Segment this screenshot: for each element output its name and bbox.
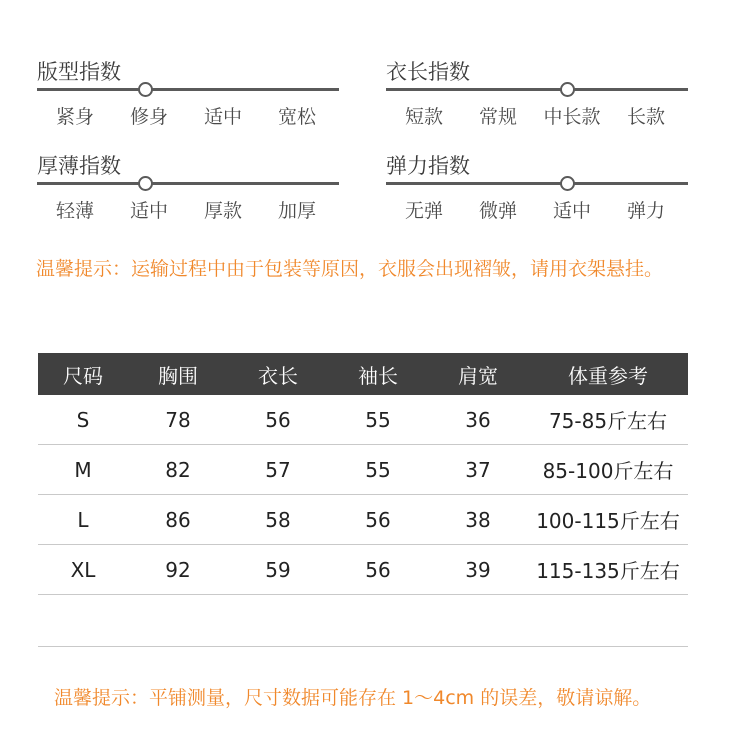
table-cell: 59 <box>228 545 328 595</box>
index-elasticity-track <box>386 182 688 185</box>
table-cell: 57 <box>228 445 328 495</box>
table-cell: XL <box>38 545 128 595</box>
table-cell: 115-135斤左右 <box>528 545 688 595</box>
table-cell: 56 <box>228 395 328 445</box>
index-length-option: 长款 <box>626 106 665 128</box>
table-cell: 75-85斤左右 <box>528 395 688 445</box>
index-elasticity-options <box>386 196 688 222</box>
index-length-marker <box>560 82 575 97</box>
divider <box>38 646 688 647</box>
table-cell: 55 <box>328 445 428 495</box>
measurement-tip: 温馨提示：平铺测量，尺寸数据可能存在 1～4cm 的误差，敬请谅解。 <box>54 687 652 709</box>
index-fit-track <box>37 88 339 91</box>
table-cell: 78 <box>128 395 228 445</box>
size-table <box>38 353 688 595</box>
index-length-options <box>386 102 688 128</box>
header-size: 尺码 <box>38 353 128 395</box>
index-elasticity-title: 弹力指数 <box>386 154 470 178</box>
index-fit-marker <box>138 82 153 97</box>
index-thickness-marker <box>138 176 153 191</box>
index-fit-option: 适中 <box>203 106 242 128</box>
header-sleeve: 袖长 <box>328 353 428 395</box>
table-row <box>38 495 688 545</box>
index-elasticity-option: 适中 <box>552 200 591 222</box>
table-cell: S <box>38 395 128 445</box>
index-elasticity-option: 微弹 <box>478 200 517 222</box>
index-fit-option: 修身 <box>129 106 168 128</box>
table-header-row <box>38 353 688 395</box>
index-thickness-title: 厚薄指数 <box>37 154 121 178</box>
index-thickness-option: 加厚 <box>277 200 316 222</box>
table-cell: 86 <box>128 495 228 545</box>
header-chest: 胸围 <box>128 353 228 395</box>
index-elasticity-option: 无弹 <box>404 200 443 222</box>
header-weight: 体重参考 <box>528 353 688 395</box>
header-shoulder: 肩宽 <box>428 353 528 395</box>
index-thickness-track <box>37 182 339 185</box>
table-cell: 56 <box>328 495 428 545</box>
index-length-title: 衣长指数 <box>386 60 470 84</box>
table-cell: 58 <box>228 495 328 545</box>
table-cell: 92 <box>128 545 228 595</box>
index-fit-options <box>37 102 339 128</box>
table-cell: 56 <box>328 545 428 595</box>
table-cell: 39 <box>428 545 528 595</box>
index-thickness-option: 适中 <box>129 200 168 222</box>
index-thickness-option: 轻薄 <box>55 200 94 222</box>
table-cell: 100-115斤左右 <box>528 495 688 545</box>
table-row <box>38 545 688 595</box>
table-cell: 82 <box>128 445 228 495</box>
table-cell: 36 <box>428 395 528 445</box>
shipping-tip: 温馨提示：运输过程中由于包装等原因，衣服会出现褶皱，请用衣架悬挂。 <box>36 258 664 280</box>
index-thickness-options <box>37 196 339 222</box>
table-cell: 55 <box>328 395 428 445</box>
index-fit-option: 宽松 <box>277 106 316 128</box>
index-fit-title: 版型指数 <box>37 60 121 84</box>
table-cell: 38 <box>428 495 528 545</box>
table-cell: M <box>38 445 128 495</box>
index-fit-option: 紧身 <box>55 106 94 128</box>
table-row <box>38 445 688 495</box>
table-cell: 37 <box>428 445 528 495</box>
index-length-option: 常规 <box>478 106 517 128</box>
index-elasticity-marker <box>560 176 575 191</box>
index-length-option: 短款 <box>404 106 443 128</box>
table-cell: 85-100斤左右 <box>528 445 688 495</box>
index-length-option: 中长款 <box>543 106 601 128</box>
index-thickness-option: 厚款 <box>203 200 242 222</box>
header-length: 衣长 <box>228 353 328 395</box>
index-elasticity-option: 弹力 <box>626 200 665 222</box>
table-row <box>38 395 688 445</box>
table-cell: L <box>38 495 128 545</box>
index-length-track <box>386 88 688 91</box>
